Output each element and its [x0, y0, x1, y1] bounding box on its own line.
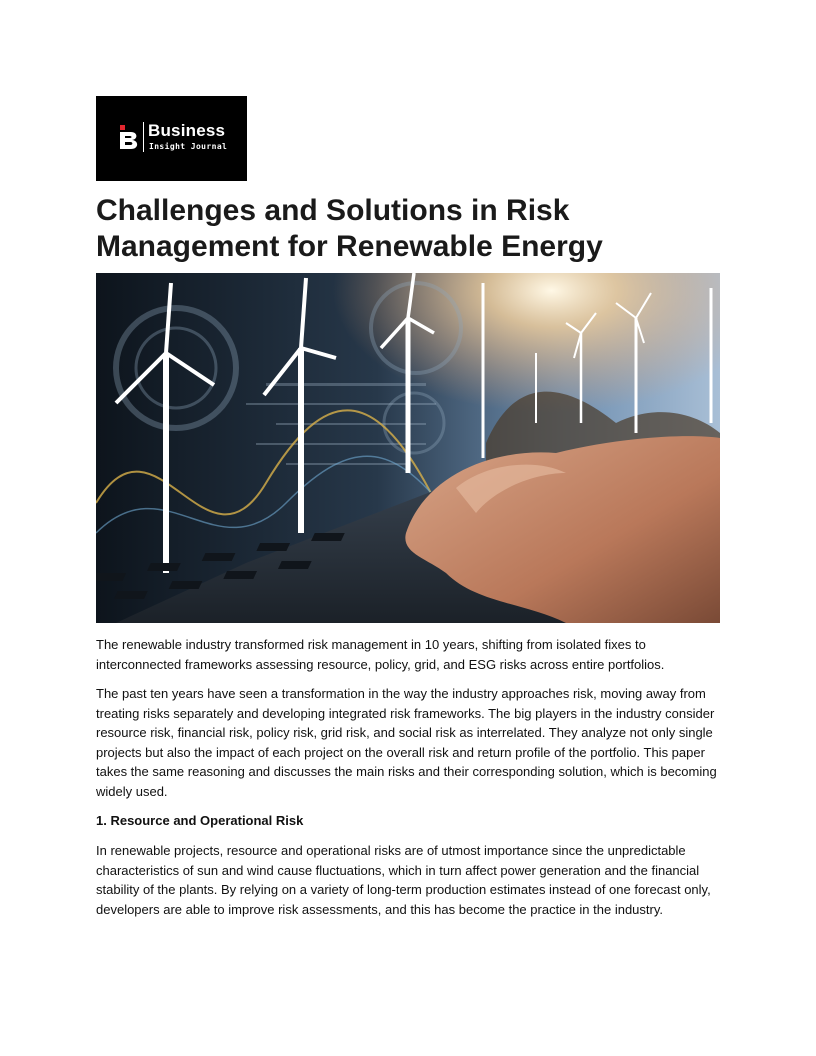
brand-subtitle: Insight Journal [149, 142, 228, 151]
logo-divider [143, 122, 144, 152]
brand-mark-icon [118, 124, 144, 150]
section-heading: 1. Resource and Operational Risk [96, 813, 304, 828]
article-title: Challenges and Solutions in Risk Management for Renewable Energy [96, 194, 603, 263]
intro-paragraph: The renewable industry transformed risk management in 10 years, shifting from isolated fixes to interconnected frameworks assessing resource, policy, grid, and ESG risks across entire portfolios. [96, 637, 665, 672]
brand-name: Business [148, 121, 226, 140]
brand-logo[interactable] [96, 96, 247, 181]
body-paragraph: The past ten years have seen a transformation in the way the industry approaches risk, moving away from treating risks separately and developing integrated risk frameworks. The big players in the industry consider resource risk, financial risk, policy risk, grid risk, and social risk as interrelated. They analyze not only single projects but also the impact of each project on the overall risk and return profile of the portfolio. This paper takes the same reasoning and discusses the main risks and their corresponding solution, which is becoming widely used. [96, 686, 717, 799]
hero-image [96, 273, 720, 623]
section-paragraph: In renewable projects, resource and operational risks are of utmost importance since the unpredictable characteristics of sun and wind cause fluctuations, which in turn affect power generation and the financial stability of the plants. By relying on a variety of long-term production estimates instead of one forecast only, developers are able to improve risk assessments, and this has become the practice in the industry. [96, 843, 711, 917]
